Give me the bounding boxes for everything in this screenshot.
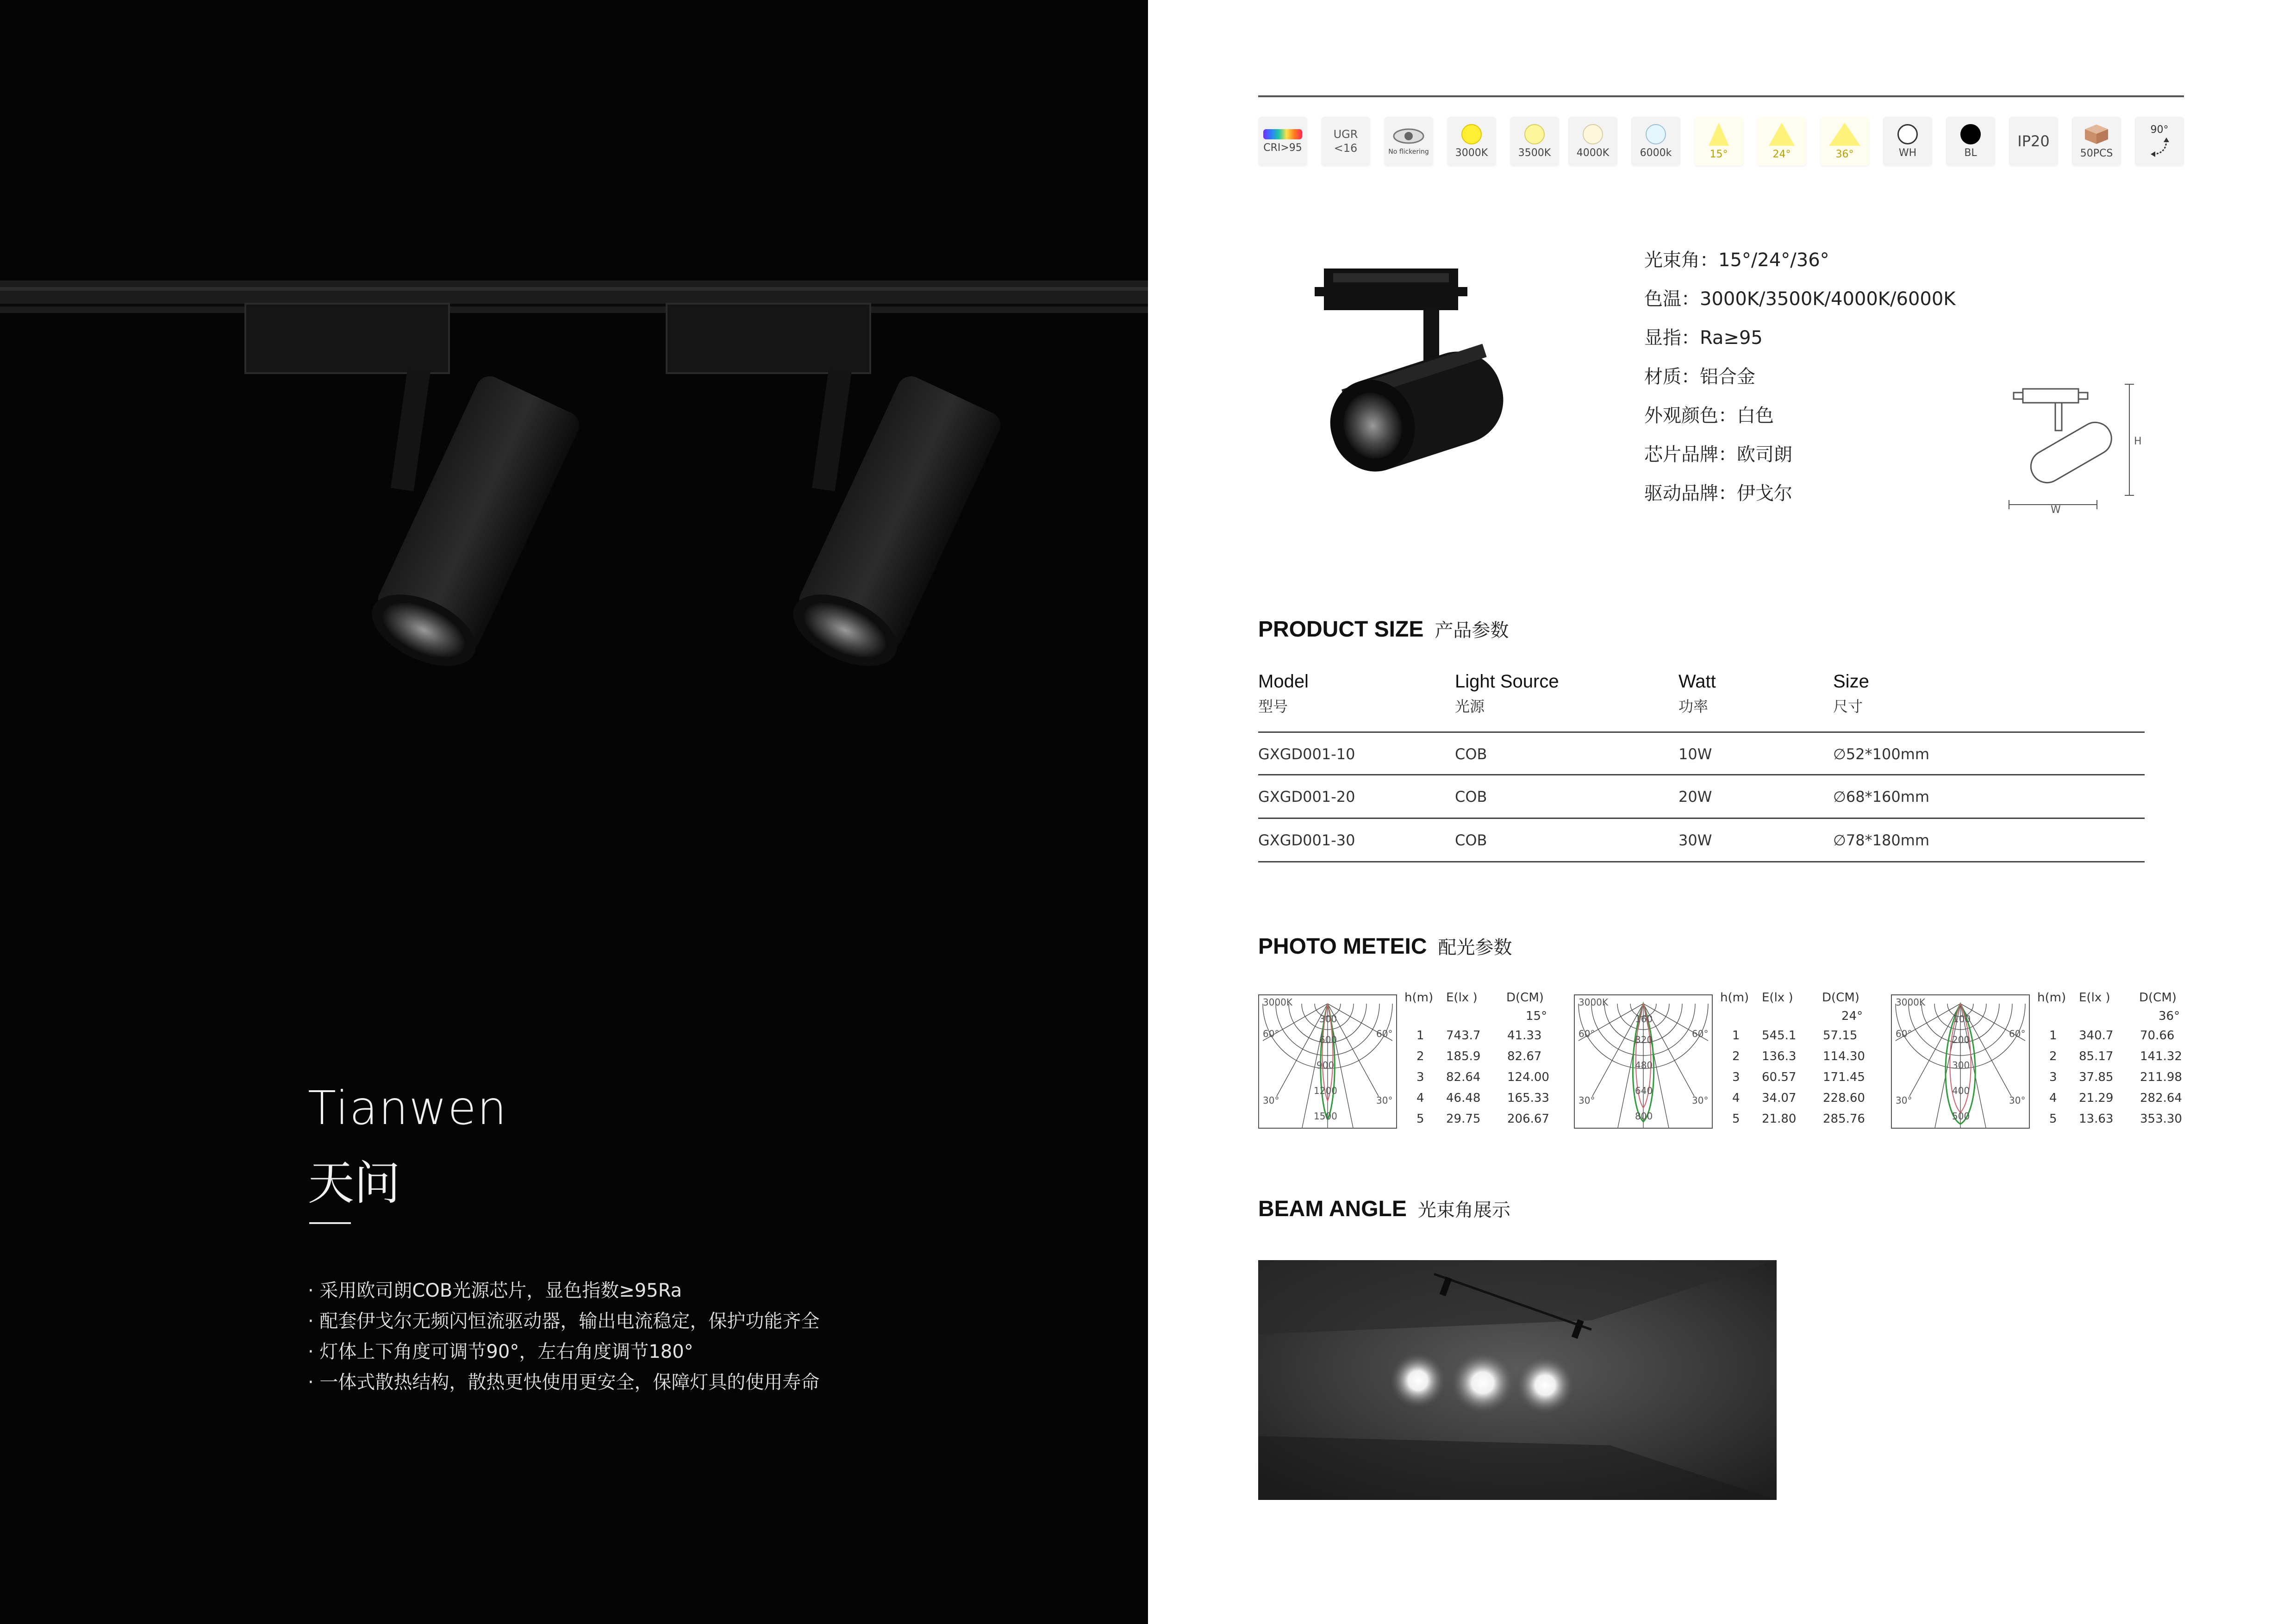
polar-ring-label: 800 (1635, 1111, 1653, 1122)
polar-angle-label: 30° (1578, 1095, 1595, 1106)
color-temp-4000k-icon: 4000K (1568, 117, 1617, 166)
pm-cell: 114.30 (1823, 1049, 1865, 1063)
feature-item: · 一体式散热结构，散热更快使用更安全，保障灯具的使用寿命 (308, 1372, 820, 1393)
dimension-w-label: W (2051, 504, 2061, 514)
photometric-block-24 (1574, 991, 1879, 1130)
ugr-icon: UGR <16 (1321, 117, 1370, 166)
beam-angle-15-icon: 15° (1694, 117, 1743, 166)
pm-cell: 60.57 (1762, 1070, 1797, 1084)
pm-cell: 141.32 (2140, 1049, 2182, 1063)
polar-angle-label: 30° (1263, 1095, 1279, 1106)
pm-cell: 171.45 (1823, 1070, 1865, 1084)
polar-angle-label: 60° (1578, 1028, 1595, 1039)
polar-diagram (1891, 994, 2030, 1129)
pm-cell: 545.1 (1762, 1029, 1797, 1043)
dimension-drawing (2000, 375, 2148, 514)
photometric-block-36 (1891, 991, 2196, 1130)
beam-angle-24-icon: 24° (1757, 117, 1806, 166)
dimension-h-label: H (2134, 436, 2142, 447)
pm-cell: 13.63 (2079, 1112, 2114, 1126)
photometric-block-15 (1258, 991, 1564, 1130)
polar-ring-label: 400 (1952, 1085, 1970, 1096)
polar-cct-label: 3000K (1263, 997, 1293, 1008)
table-cell: 20W (1678, 788, 1712, 806)
table-cell: COB (1455, 788, 1487, 806)
table-cell: ∅78*180mm (1833, 831, 1930, 849)
cri-icon: CRI>95 (1258, 117, 1307, 166)
spec-cri: 显指：Ra≥95 (1644, 327, 1763, 349)
pm-cell: 3 (2049, 1070, 2057, 1084)
track-light-1 (245, 304, 584, 681)
polar-ring-label: 900 (1316, 1060, 1335, 1071)
table-cell: GXGD001-20 (1258, 788, 1355, 806)
spec-beam-angle: 光束角：15°/24°/36° (1644, 250, 1829, 271)
polar-angle-label: 60° (1692, 1028, 1709, 1039)
pm-header: h(m) (1720, 991, 1749, 1005)
pm-cell: 1 (2049, 1029, 2057, 1043)
pm-cell: 1 (1732, 1029, 1740, 1043)
pm-cell: 165.33 (1507, 1091, 1549, 1105)
polar-angle-label: 60° (2009, 1028, 2026, 1039)
table-cell: GXGD001-30 (1258, 831, 1355, 849)
pm-cell: 5 (1732, 1112, 1740, 1126)
polar-angle-label: 60° (1376, 1028, 1393, 1039)
spec-list (1644, 241, 1956, 513)
header-model: Model 型号 (1258, 671, 1309, 715)
ip-rating-icon: IP20 (2009, 117, 2058, 166)
product-name-cn: 天问 (308, 1156, 400, 1210)
pm-cell: 4 (2049, 1091, 2057, 1105)
pm-cell: 1 (1416, 1029, 1424, 1043)
white-finish-icon: WH (1883, 117, 1932, 166)
pm-cell: 185.9 (1446, 1049, 1481, 1063)
pm-cell: 85.17 (2079, 1049, 2114, 1063)
polar-diagram (1258, 994, 1397, 1129)
polar-ring-label: 1500 (1314, 1111, 1337, 1122)
feature-icon-row (1258, 117, 2184, 168)
table-cell: COB (1455, 831, 1487, 849)
table-cell: 10W (1678, 745, 1712, 763)
pm-angle: 36° (2159, 1009, 2180, 1023)
table-cell: GXGD001-10 (1258, 745, 1355, 763)
color-temp-6000k-icon: 6000k (1631, 117, 1680, 166)
spec-driver-brand: 驱动品牌：伊戈尔 (1644, 483, 1792, 504)
polar-ring-label: 300 (1952, 1060, 1970, 1071)
top-divider (1258, 95, 2184, 97)
pm-cell: 282.64 (2140, 1091, 2182, 1105)
pm-cell: 2 (1416, 1049, 1424, 1063)
pm-cell: 2 (1732, 1049, 1740, 1063)
beam-angle-heading: BEAM ANGLE 光束角展示 (1258, 1197, 1510, 1221)
pm-cell: 3 (1416, 1070, 1424, 1084)
polar-angle-label: 30° (2009, 1095, 2026, 1106)
color-temp-3000k-icon: 3000K (1447, 117, 1496, 166)
pm-cell: 29.75 (1446, 1112, 1481, 1126)
pm-header: D(CM) (1822, 991, 1859, 1005)
pm-header: E(lx ) (1762, 991, 1793, 1005)
title-divider (309, 1222, 351, 1224)
pm-header: D(CM) (2139, 991, 2177, 1005)
pm-header: D(CM) (1506, 991, 1544, 1005)
polar-ring-label: 500 (1952, 1111, 1970, 1122)
pm-cell: 82.64 (1446, 1070, 1481, 1084)
pm-cell: 3 (1732, 1070, 1740, 1084)
beam-angle-room-photo (1258, 1260, 1777, 1500)
table-cell: COB (1455, 745, 1487, 763)
polar-ring-label: 300 (1319, 1013, 1337, 1024)
track-light-2 (667, 304, 1005, 681)
pm-cell: 21.29 (2079, 1091, 2114, 1105)
rotate-angle-icon: 90° (2135, 117, 2184, 166)
pm-angle: 24° (1841, 1009, 1863, 1023)
spec-color-temp: 色温：3000K/3500K/4000K/6000K (1644, 288, 1956, 310)
spec-chip-brand: 芯片品牌：欧司朗 (1644, 444, 1792, 465)
polar-cct-label: 3000K (1896, 997, 1926, 1008)
product-photo (1296, 259, 1546, 500)
pm-cell: 206.67 (1507, 1112, 1549, 1126)
pm-cell: 211.98 (2140, 1070, 2182, 1084)
pm-cell: 70.66 (2140, 1029, 2175, 1043)
polar-ring-label: 640 (1635, 1085, 1653, 1096)
polar-angle-label: 30° (1896, 1095, 1912, 1106)
feature-item: · 采用欧司朗COB光源芯片，显色指数≥95Ra (308, 1280, 682, 1301)
pm-cell: 228.60 (1823, 1091, 1865, 1105)
table-cell: ∅68*160mm (1833, 788, 1930, 806)
pm-header: E(lx ) (1446, 991, 1478, 1005)
pm-cell: 4 (1732, 1091, 1740, 1105)
pm-cell: 34.07 (1762, 1091, 1797, 1105)
product-size-heading: PRODUCT SIZE 产品参数 (1258, 617, 1509, 642)
polar-ring-label: 1200 (1314, 1085, 1337, 1096)
pm-cell: 2 (2049, 1049, 2057, 1063)
header-light-source: Light Source 光源 (1455, 671, 1559, 715)
pm-header: E(lx ) (2079, 991, 2110, 1005)
product-name-en: Tianwen (308, 1081, 508, 1135)
polar-cct-label: 3000K (1578, 997, 1609, 1008)
pm-cell: 37.85 (2079, 1070, 2114, 1084)
table-rule (1258, 861, 2145, 862)
polar-angle-label: 30° (1692, 1095, 1709, 1106)
feature-item: · 配套伊戈尔无频闪恒流驱动器，输出电流稳定，保护功能齐全 (308, 1311, 820, 1332)
pm-cell: 41.33 (1507, 1029, 1542, 1043)
polar-ring-label: 600 (1319, 1034, 1337, 1045)
pm-cell: 136.3 (1762, 1049, 1797, 1063)
pm-header: h(m) (1404, 991, 1434, 1005)
pm-header: h(m) (2037, 991, 2066, 1005)
pm-cell: 285.76 (1823, 1112, 1865, 1126)
table-cell: ∅52*100mm (1833, 745, 1930, 763)
feature-list (308, 1275, 819, 1398)
pm-cell: 57.15 (1823, 1029, 1858, 1043)
polar-diagram (1574, 994, 1713, 1129)
pm-cell: 82.67 (1507, 1049, 1542, 1063)
pm-cell: 5 (1416, 1112, 1424, 1126)
polar-ring-label: 320 (1635, 1034, 1653, 1045)
hero-track-lights-image (0, 259, 1148, 768)
polar-ring-label: 160 (1635, 1013, 1653, 1024)
pm-cell: 21.80 (1762, 1112, 1797, 1126)
polar-ring-label: 200 (1952, 1034, 1970, 1045)
pm-cell: 340.7 (2079, 1029, 2114, 1043)
polar-ring-label: 100 (1953, 1013, 1971, 1024)
feature-item: · 灯体上下角度可调节90°，左右角度调节180° (308, 1341, 693, 1362)
polar-angle-label: 30° (1376, 1095, 1393, 1106)
pm-cell: 4 (1416, 1091, 1424, 1105)
header-watt: Watt 功率 (1678, 671, 1716, 715)
polar-ring-label: 480 (1635, 1060, 1653, 1071)
table-cell: 30W (1678, 831, 1712, 849)
spec-finish-color: 外观颜色：白色 (1644, 405, 1774, 426)
no-flicker-eye-icon: No flickering (1384, 117, 1433, 166)
table-rule (1258, 774, 2145, 775)
polar-angle-label: 60° (1263, 1028, 1279, 1039)
table-rule (1258, 731, 2145, 733)
spec-material: 材质：铝合金 (1644, 366, 1755, 387)
pm-cell: 124.00 (1507, 1070, 1549, 1084)
pm-cell: 46.48 (1446, 1091, 1481, 1105)
package-box-icon: 50PCS (2072, 117, 2121, 166)
polar-angle-label: 60° (1896, 1028, 1912, 1039)
pm-cell: 353.30 (2140, 1112, 2182, 1126)
pm-cell: 743.7 (1446, 1029, 1481, 1043)
pm-angle: 15° (1526, 1009, 1547, 1023)
pm-cell: 5 (2049, 1112, 2057, 1126)
beam-angle-36-icon: 36° (1820, 117, 1869, 166)
color-temp-3500k-icon: 3500K (1510, 117, 1559, 166)
header-size: Size 尺寸 (1833, 671, 1869, 715)
table-rule (1258, 818, 2145, 819)
track-rail (0, 281, 1148, 313)
black-finish-icon: BL (1946, 117, 1995, 166)
photo-metric-heading: PHOTO METEIC 配光参数 (1258, 934, 1512, 959)
